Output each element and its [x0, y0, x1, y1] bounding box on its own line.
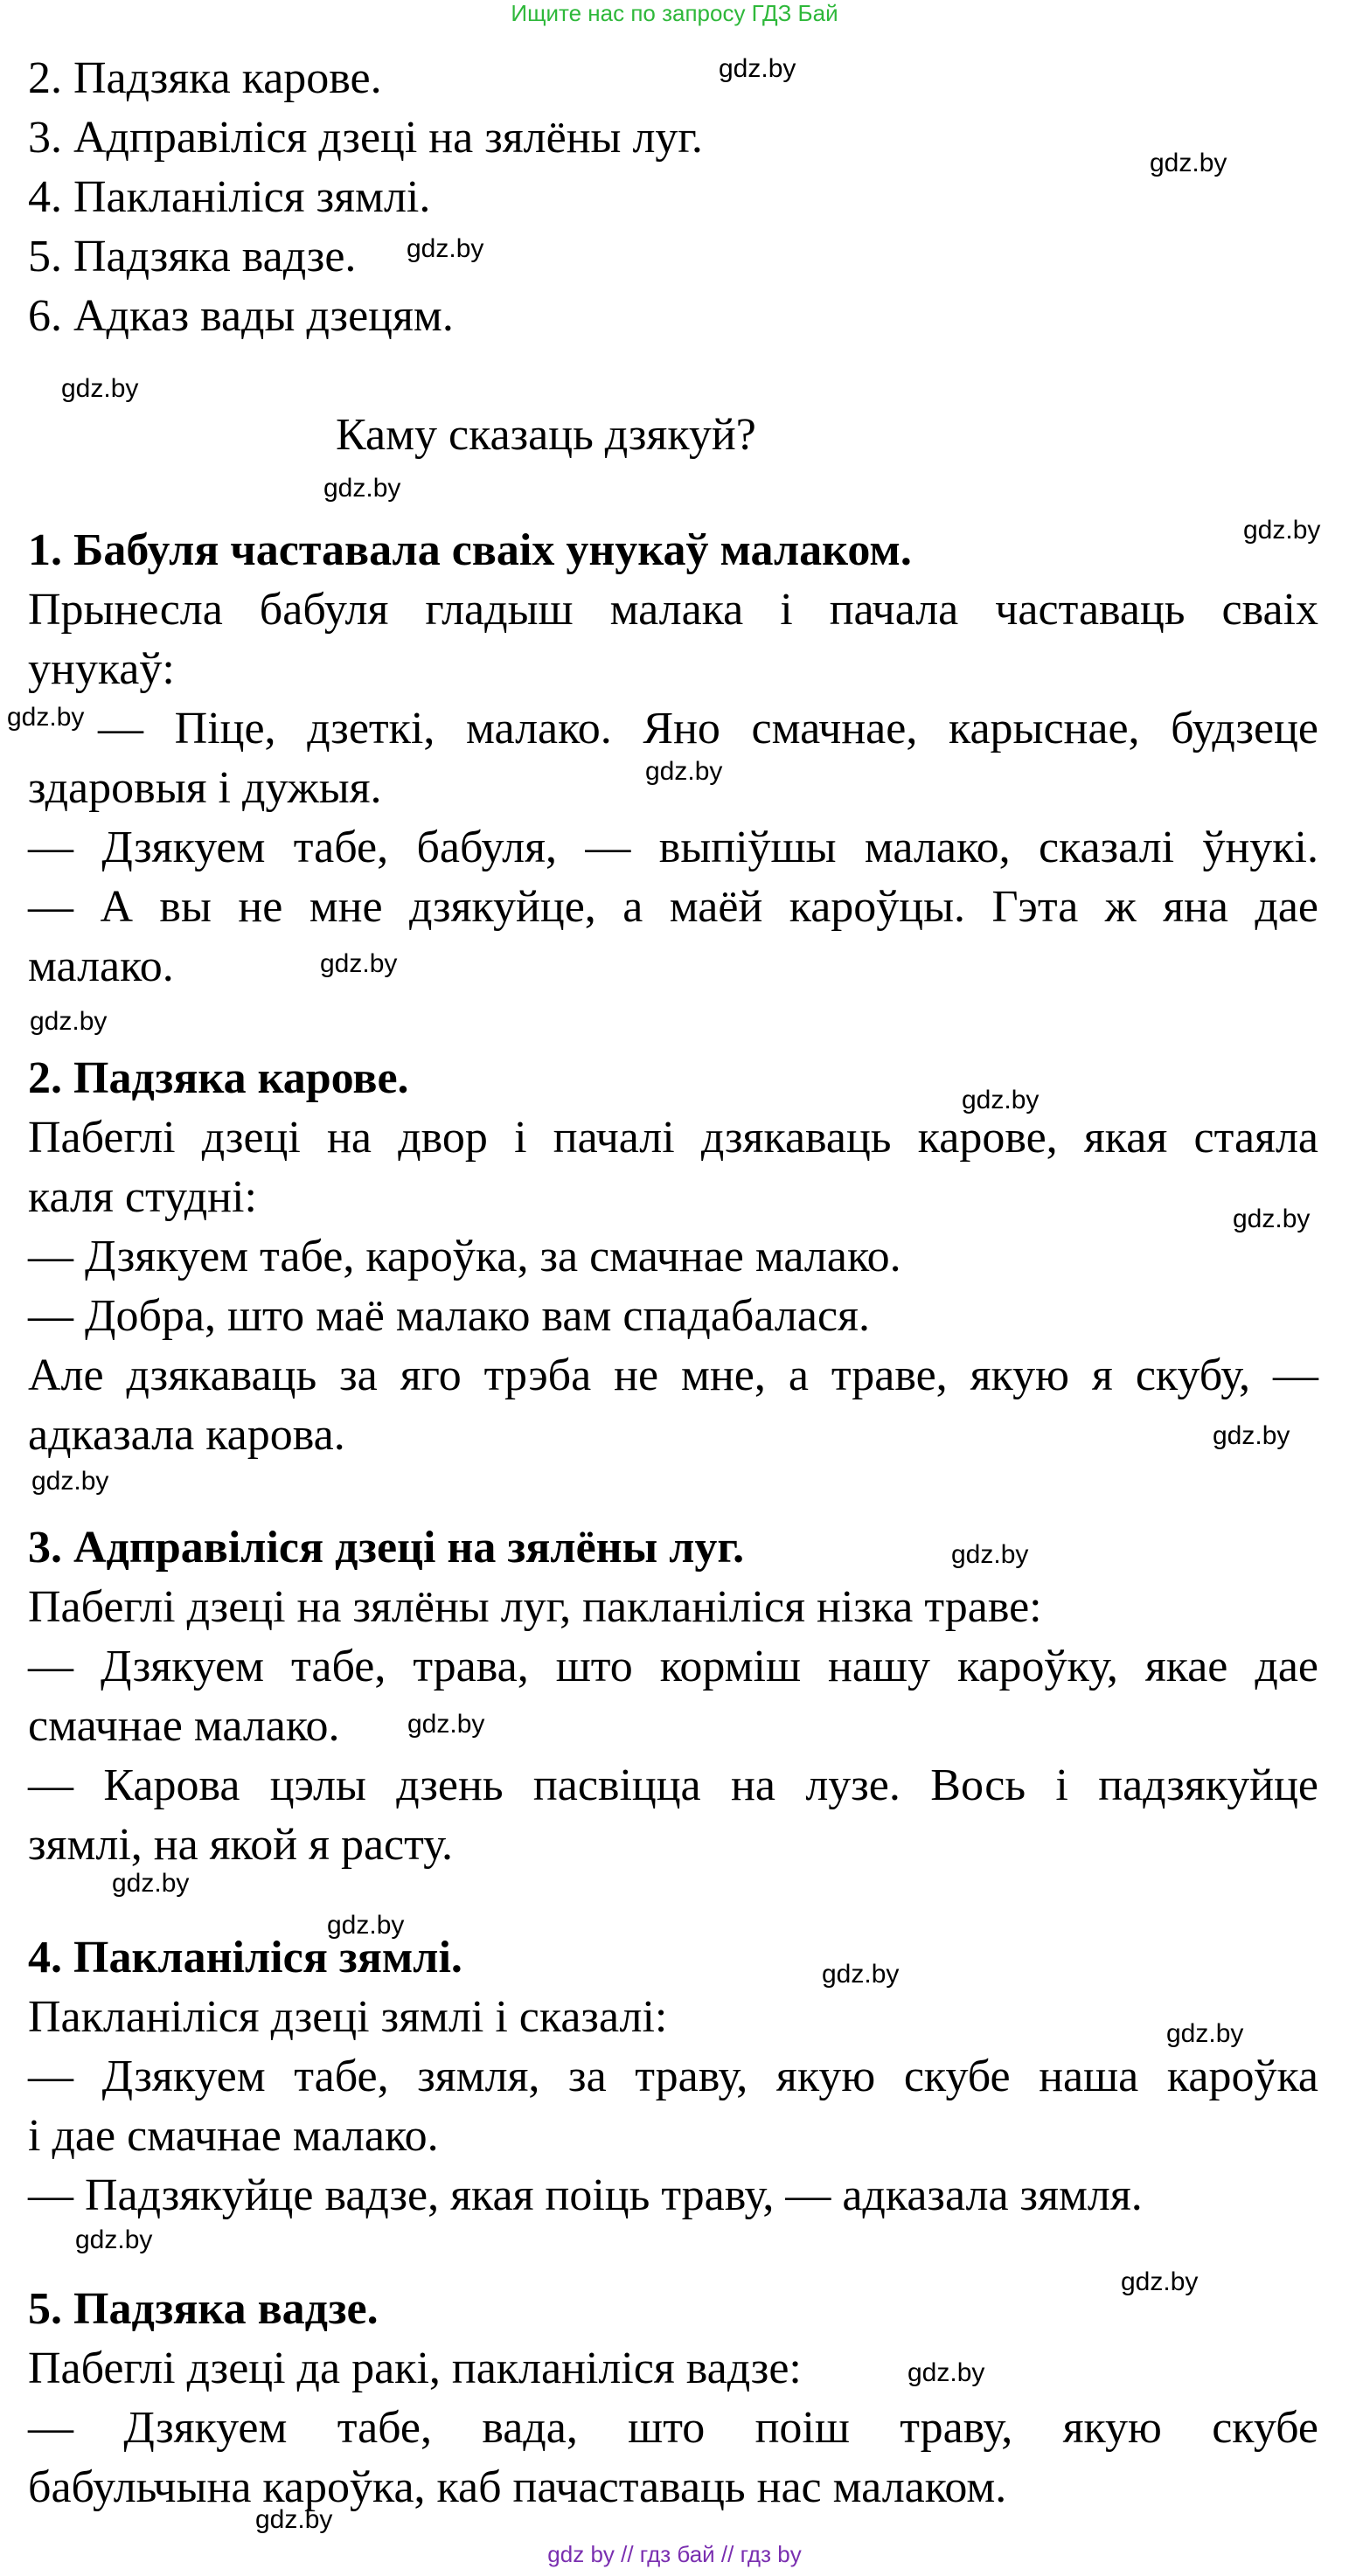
footer-watermark: gdz by // гдз бай // гдз by [547, 2541, 802, 2567]
paragraph-line: Пабеглі дзеці на двор і пачалі дзякаваць карове, якая стаяла [28, 1113, 1318, 1163]
watermark: gdz.by [1233, 1205, 1311, 1233]
watermark: gdz.by [327, 1911, 405, 1940]
paragraph-line: Пакланіліся дзеці зямлі і сказалі: [28, 1992, 668, 2042]
paragraph-line: — Добра, што маё малако вам спадабалася. [28, 1291, 870, 1341]
watermark: gdz.by [7, 703, 85, 732]
search-banner[interactable]: Ищите нас по запросу ГДЗ Бай [511, 0, 838, 26]
paragraph-line: і дае смачнае малако. [28, 2111, 439, 2161]
paragraph-line: адказала карова. [28, 1410, 345, 1460]
section-heading: 2. Падзяка карове. [28, 1053, 409, 1103]
watermark: gdz.by [61, 374, 139, 403]
story-title: Каму сказаць дзякуй? [336, 410, 756, 460]
paragraph-line: зямлі, на якой я расту. [28, 1820, 453, 1870]
paragraph-line: бабульчына кароўка, каб пачаставаць нас малаком. [28, 2462, 1007, 2512]
paragraph-line: — Падзякуйце вадзе, якая поіць траву, — адказала зямля. [28, 2170, 1143, 2220]
paragraph-line: малако. [28, 941, 174, 991]
section-heading: 1. Бабуля частавала сваіх унукаў малаком. [28, 525, 912, 575]
watermark: gdz.by [255, 2505, 333, 2534]
plan-item: 4. Пакланіліся зямлі. [28, 172, 431, 222]
watermark: gdz.by [112, 1869, 190, 1898]
paragraph-line: — Дзякуем табе, бабуля, — выпіўшы малако, сказалі ўнукі. [28, 823, 1318, 872]
paragraph-line: Але дзякаваць за яго трэба не мне, а траве, якую я скубу, — [28, 1350, 1318, 1400]
section-heading: 5. Падзяка вадзе. [28, 2284, 379, 2334]
watermark: gdz.by [31, 1467, 109, 1496]
paragraph-line: — Карова цэлы дзень пасвіцца на лузе. Вось і падзякуйце [28, 1760, 1318, 1810]
paragraph-line: — Піце, дзеткі, малако. Яно смачнае, карыснае, будзеце [98, 704, 1318, 753]
watermark: gdz.by [1213, 1421, 1290, 1450]
plan-item: 5. Падзяка вадзе. [28, 232, 357, 281]
watermark: gdz.by [30, 1007, 108, 1036]
watermark: gdz.by [1150, 149, 1227, 177]
paragraph-line: каля студні: [28, 1172, 257, 1222]
paragraph-line: смачнае малако. [28, 1701, 340, 1751]
watermark: gdz.by [1121, 2267, 1199, 2296]
plan-item: 3. Адправіліся дзеці на зялёны луг. [28, 113, 703, 163]
watermark: gdz.by [907, 2358, 985, 2387]
paragraph-line: Пабеглі дзеці да ракі, пакланіліся вадзе: [28, 2343, 802, 2393]
watermark: gdz.by [75, 2225, 153, 2254]
plan-item: 6. Адказ вады дзецям. [28, 291, 454, 341]
paragraph-line: — Дзякуем табе, трава, што корміш нашу кароўку, якае дае [28, 1642, 1318, 1691]
watermark: gdz.by [1243, 516, 1321, 545]
watermark: gdz.by [1166, 2019, 1244, 2048]
paragraph-line: — Дзякуем табе, зямля, за траву, якую скубе наша кароўка [28, 2052, 1318, 2101]
section-heading: 4. Пакланіліся зямлі. [28, 1933, 462, 1982]
paragraph-line: Пабеглі дзеці на зялёны луг, пакланіліся нізка траве: [28, 1582, 1042, 1632]
watermark: gdz.by [962, 1086, 1040, 1114]
paragraph-line: Прынесла бабуля гладыш малака і пачала частаваць сваіх [28, 585, 1318, 635]
paragraph-line: — Дзякуем табе, кароўка, за смачнае малако. [28, 1232, 901, 1281]
paragraph-line: здаровыя і дужыя. [28, 763, 382, 813]
watermark: gdz.by [645, 757, 723, 786]
watermark: gdz.by [951, 1540, 1029, 1569]
watermark: gdz.by [719, 54, 796, 83]
watermark: gdz.by [323, 474, 401, 503]
watermark: gdz.by [407, 234, 484, 263]
paragraph-line: унукаў: [28, 644, 175, 694]
section-heading: 3. Адправіліся дзеці на зялёны луг. [28, 1523, 745, 1573]
watermark: gdz.by [822, 1960, 900, 1989]
paragraph-line: — А вы не мне дзякуйце, а маёй кароўцы. Гэта ж яна дае [28, 882, 1318, 932]
plan-item: 2. Падзяка карове. [28, 53, 382, 103]
paragraph-line: — Дзякуем табе, вада, што поіш траву, якую скубе [28, 2403, 1318, 2453]
watermark: gdz.by [320, 949, 398, 978]
watermark: gdz.by [407, 1710, 485, 1739]
